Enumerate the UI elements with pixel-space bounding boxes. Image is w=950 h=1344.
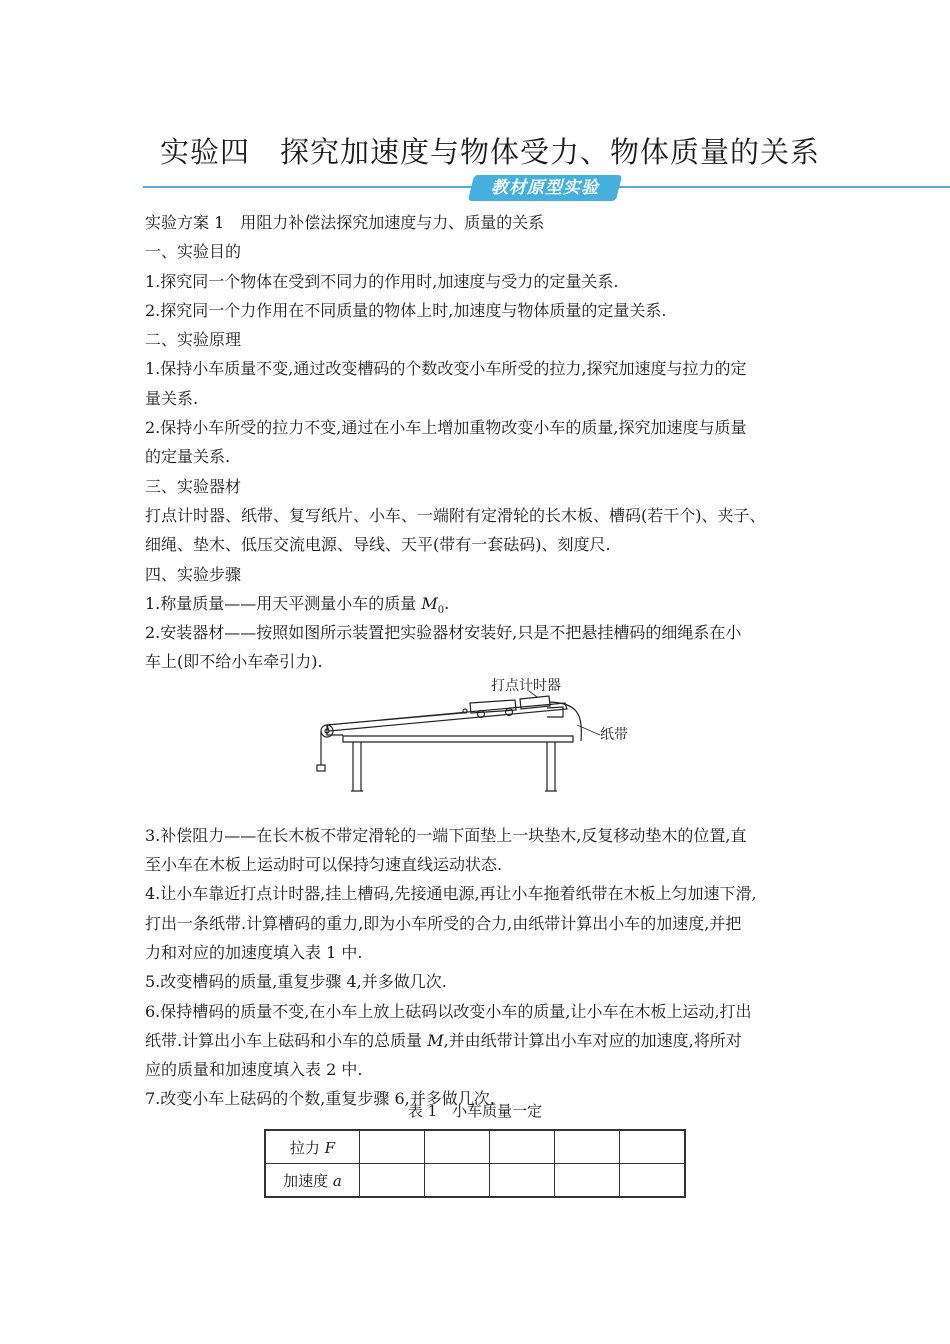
text-line: 二、实验原理 bbox=[145, 330, 242, 350]
tape-leader bbox=[577, 725, 600, 735]
timer-label: 打点计时器 bbox=[491, 678, 561, 694]
table-caption: 表 1 小车质量一定 bbox=[407, 1102, 543, 1120]
table-cell[interactable] bbox=[490, 1130, 555, 1164]
text-line: 3.补偿阻力——在长木板不带定滑轮的一端下面垫上一块垫木,反复移动垫木的位置,直 bbox=[145, 825, 747, 845]
text-line: 2.安装器材——按照如图所示装置把实验器材安装好,只是不把悬挂槽码的细绳系在小 bbox=[145, 623, 742, 643]
table-row bbox=[265, 1130, 685, 1164]
table-leg-left bbox=[351, 742, 363, 791]
apparatus-figure bbox=[315, 673, 640, 798]
text-line: 4.让小车靠近打点计时器,挂上槽码,先接通电源,再让小车拖着纸带在木板上匀加速下滑, bbox=[145, 884, 757, 904]
table-leg-right bbox=[545, 742, 557, 791]
step1-text: 1.称量质量——用天平测量小车的质量 bbox=[145, 593, 422, 613]
table-row bbox=[265, 1164, 685, 1198]
cart-string bbox=[327, 713, 465, 725]
step6-text-b: ,并由纸带计算出小车对应的加速度,将所对 bbox=[443, 1030, 742, 1050]
section-badge: 教材原型实验 bbox=[491, 178, 599, 198]
data-table-1 bbox=[264, 1129, 686, 1198]
long-board bbox=[327, 703, 567, 731]
text-line: 三、实验器材 bbox=[145, 476, 242, 496]
table-cell[interactable] bbox=[620, 1164, 686, 1198]
step1-end: . bbox=[444, 593, 450, 613]
mass-sub: 0 bbox=[437, 605, 445, 617]
step6-text-a: 纸带.计算出小车上砝码和小车的总质量 bbox=[145, 1030, 428, 1050]
text-line: 的定量关系. bbox=[145, 447, 231, 467]
step6-line2 bbox=[145, 1026, 825, 1055]
text-line: 至小车在木板上运动时可以保持匀速直线运动状态. bbox=[145, 855, 503, 875]
text-line: 1.保持小车质量不变,通过改变槽码的个数改变小车所受的拉力,探究加速度与拉力的定 bbox=[145, 359, 747, 379]
text-line: 量关系. bbox=[145, 388, 199, 408]
text-line: 1.探究同一个物体在受到不同力的作用时,加速度与受力的定量关系. bbox=[145, 271, 619, 291]
table-cell[interactable] bbox=[490, 1164, 555, 1198]
text-line: 打点计时器、纸带、复写纸片、小车、一端附有定滑轮的长木板、槽码(若干个)、夹子、 bbox=[145, 505, 766, 525]
title-part1: 实验四 bbox=[160, 135, 251, 169]
text-line: 2.保持小车所受的拉力不变,通过在小车上增加重物改变小车的质量,探究加速度与质量 bbox=[145, 418, 747, 438]
mass-var: M bbox=[421, 593, 438, 613]
page-title bbox=[160, 130, 820, 171]
tape-label: 纸带 bbox=[600, 727, 628, 743]
text-line: 车上(即不给小车牵引力). bbox=[145, 652, 323, 672]
text-line: 实验方案 1 用阻力补偿法探究加速度与力、质量的关系 bbox=[145, 213, 545, 232]
row-header-acceleration: 加速度 a bbox=[265, 1164, 360, 1198]
table-cell[interactable] bbox=[425, 1164, 490, 1198]
wedge-block bbox=[547, 707, 563, 717]
table-top bbox=[343, 736, 573, 742]
title-part2: 探究加速度与物体受力、物体质量的关系 bbox=[280, 135, 821, 169]
main-content bbox=[145, 208, 825, 1114]
text-line: 力和对应的加速度填入表 1 中. bbox=[145, 942, 363, 962]
table-cell[interactable] bbox=[360, 1164, 425, 1198]
text-line: 7.改变小车上砝码的个数,重复步骤 6,并多做几次. bbox=[145, 1089, 495, 1109]
total-mass-var: M bbox=[427, 1030, 444, 1050]
hook-weight-icon bbox=[317, 765, 325, 771]
text-line: 5.改变槽码的质量,重复步骤 4,并多做几次. bbox=[145, 972, 447, 992]
table-cell[interactable] bbox=[620, 1130, 686, 1164]
text-line: 2.探究同一个力作用在不同质量的物体上时,加速度与物体质量的定量关系. bbox=[145, 300, 667, 320]
table-cell[interactable] bbox=[360, 1130, 425, 1164]
text-line: 6.保持槽码的质量不变,在小车上放上砝码以改变小车的质量,让小车在木板上运动,打出 bbox=[145, 1001, 752, 1021]
table-cell[interactable] bbox=[555, 1164, 620, 1198]
text-line: 细绳、垫木、低压交流电源、导线、天平(带有一套砝码)、刻度尺. bbox=[145, 535, 611, 555]
text-line: 打出一条纸带.计算槽码的重力,即为小车所受的合力,由纸带计算出小车的加速度,并把 bbox=[145, 913, 742, 933]
table-cell[interactable] bbox=[555, 1130, 620, 1164]
text-line: 应的质量和加速度填入表 2 中. bbox=[145, 1060, 363, 1080]
text-line: 四、实验步骤 bbox=[145, 564, 242, 584]
table-cell[interactable] bbox=[425, 1130, 490, 1164]
step1-line bbox=[145, 589, 825, 618]
row-header-force: 拉力 F bbox=[265, 1130, 360, 1164]
text-line: 一、实验目的 bbox=[145, 242, 242, 262]
